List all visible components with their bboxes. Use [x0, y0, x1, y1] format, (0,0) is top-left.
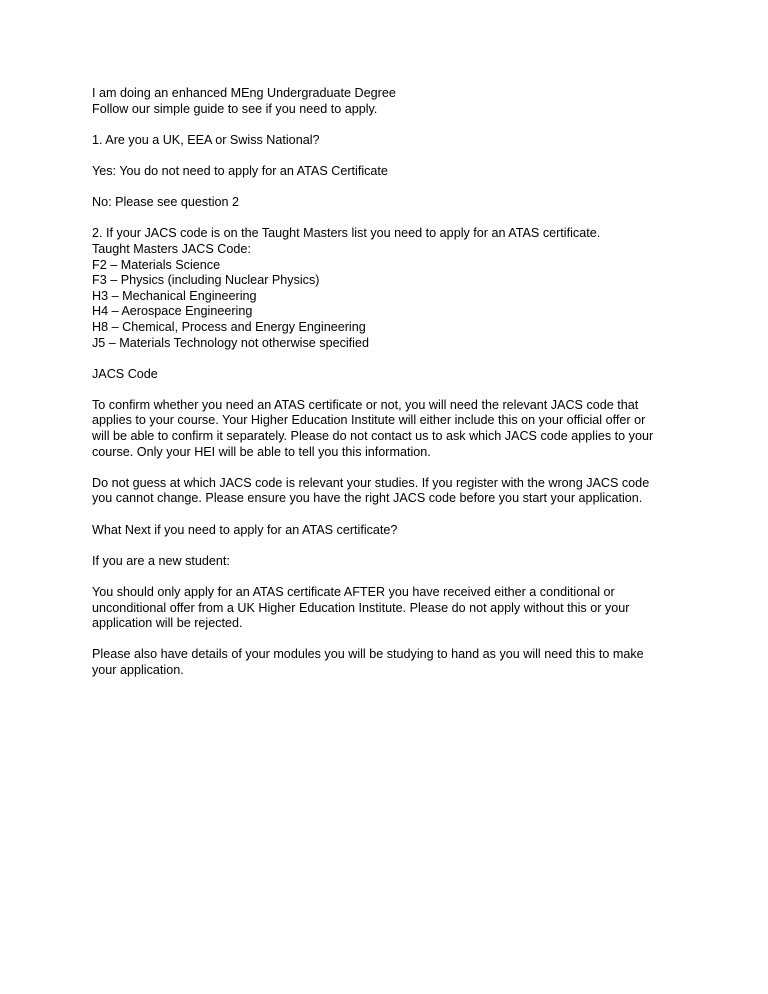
next-section-heading: What Next if you need to apply for an ATAS certificate?: [92, 522, 398, 537]
paragraph-line: Do not guess at which JACS code is relevant your studies. If you register with the wrong JACS code: [92, 475, 650, 490]
jacs-list-heading: Taught Masters JACS Code:: [92, 241, 251, 256]
jacs-code-item: F2 – Materials Science: [92, 257, 221, 272]
jacs-code-item: H3 – Mechanical Engineering: [92, 288, 257, 303]
paragraph-line: Please also have details of your modules you will be studying to hand as you will need this to make: [92, 647, 644, 662]
paragraph-line: will be able to confirm it separately. Please do not contact us to ask which JACS code applies to your: [92, 429, 654, 444]
next-paragraph-1: [92, 585, 682, 632]
jacs-section-heading: JACS Code: [92, 366, 158, 381]
jacs-paragraph-1: [92, 398, 682, 460]
next-paragraph-2: [92, 647, 682, 678]
question-1-title: 1. Are you a UK, EEA or Swiss National?: [92, 132, 320, 147]
jacs-code-item: J5 – Materials Technology not otherwise specified: [92, 335, 369, 350]
paragraph-line: unconditional offer from a UK Higher Education Institute. Please do not apply without this or your: [92, 600, 630, 615]
jacs-paragraph-2: [92, 476, 682, 507]
jacs-code-list: [92, 258, 682, 352]
question-1-no-answer: No: Please see question 2: [92, 195, 240, 210]
intro-line: I am doing an enhanced MEng Undergraduate Degree: [92, 86, 396, 100]
paragraph-line: course. Only your HEI will be able to tell you this information.: [92, 444, 431, 459]
intro-line: Follow our simple guide to see if you need to apply.: [92, 101, 378, 116]
paragraph-line: you cannot change. Please ensure you have the right JACS code before you start your application.: [92, 491, 643, 506]
document-body: [92, 86, 682, 679]
jacs-code-item: F3 – Physics (including Nuclear Physics): [92, 273, 320, 288]
paragraph-line: To confirm whether you need an ATAS certificate or not, you will need the relevant JACS code that: [92, 397, 639, 412]
paragraph-line: your application.: [92, 662, 184, 677]
jacs-code-item: H4 – Aerospace Engineering: [92, 304, 253, 319]
paragraph-line: You should only apply for an ATAS certificate AFTER you have received either a conditional or: [92, 585, 615, 599]
jacs-code-item: H8 – Chemical, Process and Energy Engineering: [92, 319, 366, 334]
paragraph-line: application will be rejected.: [92, 616, 243, 631]
question-2-title: 2. If your JACS code is on the Taught Masters list you need to apply for an ATAS certificate.: [92, 226, 601, 241]
paragraph-line: applies to your course. Your Higher Education Institute will either include this on your official offer or: [92, 413, 646, 428]
question-1-yes-answer: Yes: You do not need to apply for an ATAS Certificate: [92, 163, 388, 178]
new-student-subheading: If you are a new student:: [92, 553, 230, 568]
